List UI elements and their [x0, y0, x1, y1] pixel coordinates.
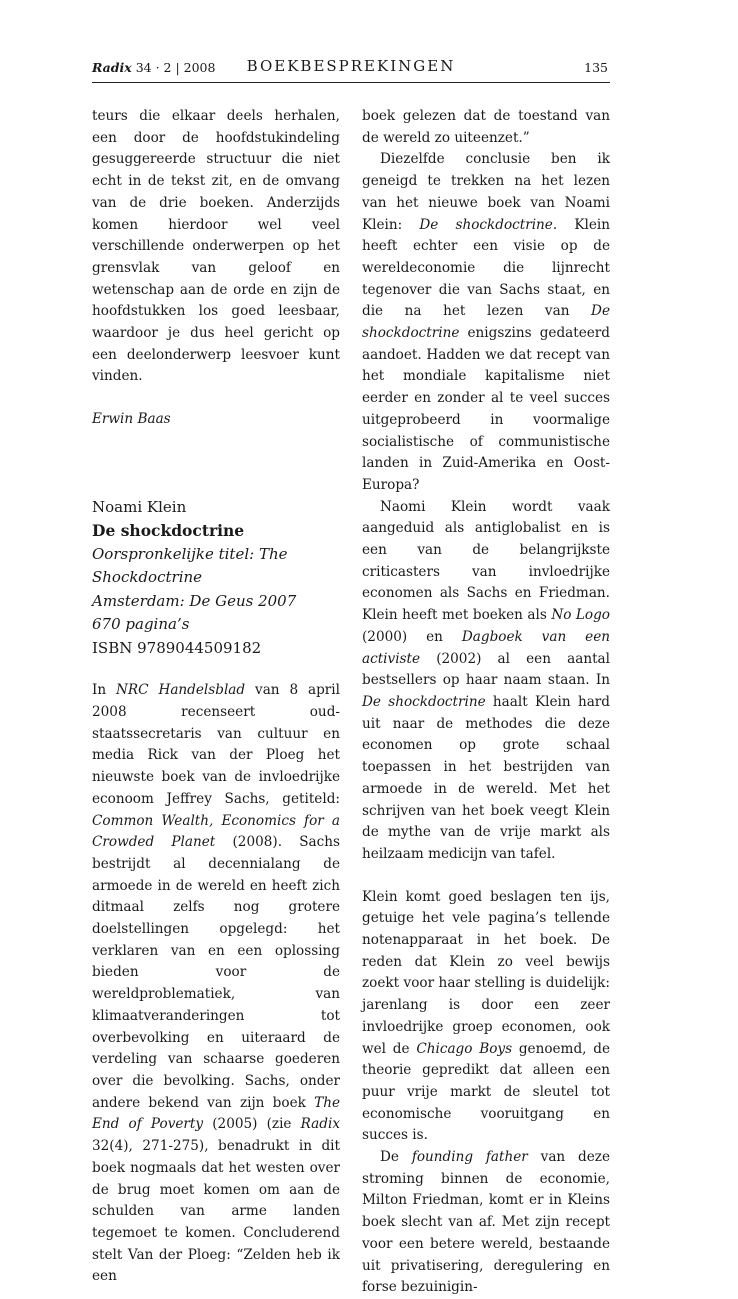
book-original-title: Oorspronkelijke titel: The Shockdoctrine	[92, 544, 288, 587]
review-paragraph-2: Diezelfde conclusie ben ik geneigd te trekken na het lezen van het nieuwe boek van Noami Klein: De shockdoctrine. Klein heeft echter een visie op de wereldeconomie die lijnrecht tegenover die van Sachs staat, en die na het lezen van De shockdoctrine enigszins gedateerd aandoet. Hadden we dat recept van het mondiale kapitalisme niet eerder en zonder al te veel succes uitgeprobeerd in voormalige socialistische of communistische landen in Zuid-Amerika en Oost-Europa?	[362, 151, 610, 493]
book-isbn: ISBN 9789044509182	[92, 638, 262, 657]
book-author: Noami Klein	[92, 497, 187, 516]
review-ending-paragraph: teurs die elkaar deels herhalen, een door de hoofdstukindeling gesuggereerde structuur die niet echt in de tekst zit, en de omvang van de drie boeken. Anderzijds komen hierdoor wel veel verschillende onderwerpen op het grensvlak van geloof en wetenschap aan de orde en zijn de hoofdstukken los goed leesbaar, waardoor je dus heel gericht op een deelonderwerp leesvoer kunt vinden.	[92, 108, 340, 385]
issue-info: 34 · 2 | 2008	[135, 60, 216, 75]
review-paragraph-5: De founding father van deze stroming binnen de economie, Milton Friedman, komt er in Kleins boek slecht van af. Met zijn recept voor een betere wereld, bestaande uit privatisering, deregulering en forse bezuinigin-	[362, 1149, 611, 1296]
book-title: De shockdoctrine	[92, 521, 245, 541]
running-header	[92, 56, 610, 83]
review-paragraph-3: Naomi Klein wordt vaak aangeduid als antiglobalist en is een van de belangrijkste criticasters van invloedrijke economen als Sachs en Friedman. Klein heeft met boeken als No Logo (2000) en Dagboek van een activiste (2002) al een aantal bestsellers op haar naam staan. In De shockdoctrine haalt Klein hard uit naar de methodes die deze economen op grote schaal toepassen in het bestrijden van armoede in de wereld. Met het schrijven van het boek veegt Klein de mythe van de vrije markt als heilzaam medicijn van tafel.	[362, 498, 611, 862]
review-paragraph-continued: boek gelezen dat de toestand van de wereld zo uiteenzet.”	[362, 108, 610, 146]
review-paragraph-4: Klein komt goed beslagen ten ijs, getuige het vele pagina’s tellende notenapparaat in het boek. De reden dat Klein zo veel bewijs zoekt voor haar stelling is duidelijk: jarenlang is door een zeer invloedrijke groep economen, ook wel de Chicago Boys genoemd, de theorie gepredikt dat alleen een puur vrije markt de sleutel tot economische vooruitgang en succes is.	[362, 888, 610, 1144]
section-title: BOEKBESPREKINGEN	[246, 57, 456, 75]
review-paragraph-1: In NRC Handelsblad van 8 april 2008 recenseert oud-staatssecretaris van cultuur en media Rick van der Ploeg het nieuwste boek van de invloedrijke econoom Jeffrey Sachs, getiteld: Common Wealth, Economics for a Crowded Planet (2008). Sachs bestrijdt al decennialang de armoede in de wereld en heeft zich ditmaal zelfs nog grotere doelstellingen opgelegd: het verklaren van en een oplossing bieden voor de wereldproblematiek, van klimaatveranderingen tot overbevolking en uiteraard de verdeling van schaarse goederen over die bevolking. Sachs, onder andere bekend van zijn boek The End of Poverty (2005) (zie Radix 32(4), 271-275), benadrukt in dit boek nogmaals dat het westen over de brug moet komen om aan de schulden van arme landen tegemoet te komen. Concluderend stelt Van der Ploeg: “Zelden heb ik een	[92, 682, 340, 1285]
left-column	[92, 106, 340, 1288]
reviewer-signature: Erwin Baas	[92, 411, 171, 428]
journal-name: Radix	[92, 60, 132, 75]
book-pages: 670 pagina’s	[92, 615, 190, 634]
book-publisher: Amsterdam: De Geus 2007	[92, 591, 297, 610]
page-number: 135	[584, 60, 608, 75]
right-column	[362, 106, 610, 1299]
